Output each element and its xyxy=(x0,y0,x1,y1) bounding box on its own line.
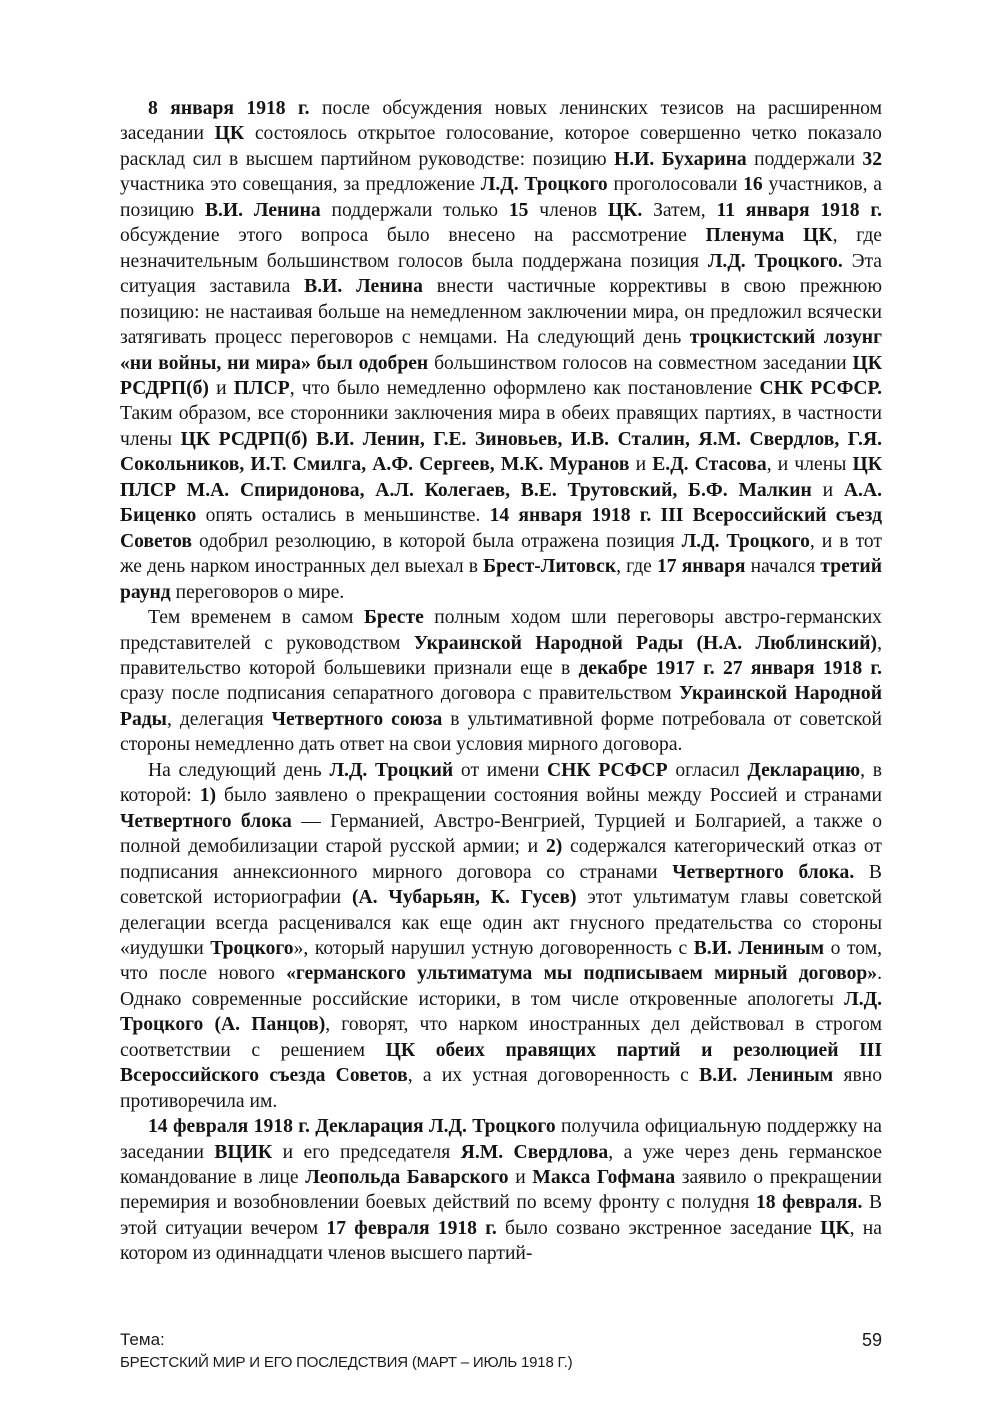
bold-run: троцкистский лозунг «ни войны, ни мира» был одобрен xyxy=(120,327,882,374)
text-run: , и в тот же день нарком иностранных дел выехал в xyxy=(120,530,882,578)
text-run: , где незначительным большинством голосов была поддержана позиция xyxy=(120,225,882,272)
bold-run: 15 xyxy=(508,199,529,221)
text-run: и его председателя xyxy=(272,1141,461,1163)
paragraph-4 xyxy=(120,1114,882,1267)
bold-run: Н.И. Бухарина xyxy=(614,148,747,170)
text-run: , делегация xyxy=(166,708,272,730)
bold-run: 8 января 1918 г. xyxy=(148,98,310,119)
bold-run: Троцкого xyxy=(210,937,294,959)
text-run: , в которой: xyxy=(120,759,882,807)
text-run: этот ультиматум главы советской делегации всегда расценивался как еще один акт гнусного предательства со стороны «иудушки xyxy=(120,887,882,959)
text-run: явно противоречила им. xyxy=(120,1065,883,1112)
text-run: огласил xyxy=(667,759,748,781)
text-run: , а уже через день германское командование в лице xyxy=(120,1141,883,1189)
text-run: содержался категорический отказ от подписания аннексионного мирного договора со странами xyxy=(120,836,882,883)
bold-run: декабре 1917 г. 27 января 1918 г. xyxy=(578,657,882,679)
bold-run: Брест-Литовск xyxy=(483,556,617,578)
text-run: было созвано экстренное заседание xyxy=(496,1217,821,1239)
bold-run: В.И. Ленина xyxy=(304,276,423,298)
bold-run: ЦК ПЛСР М.А. Спиридонова, А.Л. Колегаев, В.Е. Трутовский, Б.Ф. Малкин xyxy=(120,454,882,501)
bold-run: ЦК. xyxy=(607,199,643,221)
bold-run: 16 xyxy=(743,174,763,196)
bold-run: 14 февраля 1918 г. Декларация Л.Д. Троцкого xyxy=(148,1116,556,1138)
bold-run: Л.Д. Троцкого. xyxy=(707,250,843,272)
text-run: Эта ситуация заставила xyxy=(120,250,883,298)
paragraph-2 xyxy=(120,605,882,758)
bold-run: ЦК РСДРП(б) В.И. Ленин, Г.Е. Зиновьев, И.В. Сталин, Я.М. Свердлов, Г.Я. Сокольников, И.Т. Смилга, А.Ф. Сергеев, М.К. Муранов xyxy=(120,428,882,476)
page-body xyxy=(120,96,882,1267)
text-run: и xyxy=(508,1167,533,1189)
bold-run: 1) xyxy=(199,785,217,807)
text-run: — Германией, Австро-Венгрией, Турцией и Болгарией, а также о полной демобилизации старой русской армии; и xyxy=(120,810,882,858)
text-run: состоялось открытое голосование, которое совершенно четко показало расклад сил в высшем партийном руководстве: позицию xyxy=(120,123,882,170)
text-run: после обсуждения новых ленинских тезисов на расширенном заседании xyxy=(120,98,883,145)
bold-run: В.И. Лениным xyxy=(699,1065,834,1087)
bold-run: Л.Д. Троцкого xyxy=(681,530,810,552)
bold-run: (А. Чубарьян, К. Гусев) xyxy=(351,887,577,909)
text-run: и xyxy=(629,454,653,476)
text-run: , говорят, что нарком иностранных дел действовал в строгом соответствии с решением xyxy=(120,1014,882,1061)
bold-run: Я.М. Свердлова xyxy=(460,1141,609,1163)
text-run: Затем, xyxy=(642,199,717,221)
bold-run: Л.Д. Троцкого xyxy=(480,174,608,196)
bold-run: «германского ультиматума мы подписываем мирный договор» xyxy=(286,963,878,985)
page-number: 59 xyxy=(861,1330,882,1350)
bold-run: 11 января 1918 г. xyxy=(716,199,882,221)
bold-run: Л.Д. Троцкого (А. Панцов) xyxy=(120,988,882,1036)
text-run: сразу после подписания сепаратного договора с правительством xyxy=(120,683,680,705)
text-run: », который нарушил устную договоренность с xyxy=(293,937,694,959)
bold-run: Бресте xyxy=(363,607,424,629)
text-run: , на котором из одиннадцати членов высшего партий- xyxy=(120,1217,882,1265)
bold-run: 14 января 1918 г. III Всероссийский съезд Советов xyxy=(120,505,882,552)
bold-run: Е.Д. Стасова xyxy=(652,454,767,476)
bold-run: СНК РСФСР. xyxy=(759,377,882,399)
text-run: , что было немедленно оформлено как постановление xyxy=(289,377,760,399)
bold-run: Декларацию xyxy=(747,759,861,781)
text-run: одобрил резолюцию, в которой была отражена позиция xyxy=(192,530,682,552)
text-run: Таким образом, все сторонники заключения мира в обеих правящих партиях, в частности члены xyxy=(120,403,882,450)
paragraph-3 xyxy=(120,758,882,1114)
text-run: , где xyxy=(616,556,657,578)
text-run: от имени xyxy=(453,759,548,781)
bold-run: ЦК xyxy=(214,123,245,145)
bold-run: ЦК РСДРП(б) xyxy=(120,352,882,399)
text-run: начался xyxy=(745,556,821,578)
text-run: о том, что после нового xyxy=(120,937,883,985)
text-run: проголосовали xyxy=(607,174,744,196)
text-run: Тем временем в самом xyxy=(148,607,364,629)
bold-run: Четвертного союза xyxy=(271,708,443,730)
bold-run: Макса Гофмана xyxy=(532,1167,676,1189)
page-footer xyxy=(120,1328,882,1374)
paragraph-1 xyxy=(120,96,882,605)
bold-run: 18 февраля. xyxy=(755,1192,863,1214)
bold-run: Украинской Народной Рады xyxy=(120,683,882,730)
text-run: участника это совещания, за предложение xyxy=(120,174,481,196)
bold-run: Л.Д. Троцкий xyxy=(329,759,454,781)
bold-run: Леопольда Баварского xyxy=(305,1167,509,1189)
bold-run: ЦК обеих правящих партий и резолюцией III Всероссийского съезда Советов xyxy=(120,1039,883,1087)
bold-run: Украинской Народной Рады (Н.А. Люблинский) xyxy=(413,632,878,654)
bold-run: 17 февраля 1918 г. xyxy=(326,1217,497,1239)
text-run: полным ходом шли переговоры австро-германских представителей с руководством xyxy=(120,607,882,654)
bold-run: В.И. Лениным xyxy=(693,937,825,959)
bold-run: 32 xyxy=(862,148,882,170)
text-run: членов xyxy=(528,199,608,221)
bold-run: Четвертного блока. xyxy=(672,861,855,883)
text-run: было заявлено о прекращении состояния войны между Россией и странами xyxy=(216,785,882,807)
bold-run: В.И. Ленина xyxy=(204,199,321,221)
text-run: опять остались в меньшинстве. xyxy=(196,505,490,527)
footer-topic: БРЕСТСКИЙ МИР И ЕГО ПОСЛЕДСТВИЯ (МАРТ – ИЮЛЬ 1918 Г.) xyxy=(120,1354,573,1371)
bold-run: 2) xyxy=(545,836,563,858)
text-run: поддержали xyxy=(746,148,863,170)
text-run: получила официальную поддержку на заседании xyxy=(120,1116,883,1163)
text-run: и xyxy=(811,479,844,501)
bold-run: Пленума ЦК xyxy=(705,225,833,247)
text-run: и xyxy=(208,377,234,399)
text-run: в ультимативной форме потребовала от советской стороны немедленно дать ответ на свои условия мирного договора. xyxy=(120,708,882,756)
text-run: В этой ситуации вечером xyxy=(120,1192,883,1239)
text-run: . Однако современные российские историки, в том числе откровенные апологеты xyxy=(120,963,882,1010)
text-run: , а их устная договоренность с xyxy=(407,1065,700,1087)
text-run: обсуждение этого вопроса было внесено на рассмотрение xyxy=(120,225,706,247)
bold-run: А.А. Биценко xyxy=(120,479,882,527)
bold-run: 17 января xyxy=(657,556,746,578)
bold-run: ПЛСР xyxy=(233,377,290,399)
text-run: внести частичные коррективы в свою прежнюю позицию: не настаивая больше на немедленном заключении мира, он предложил всячески затягивать процесс переговоров с немцами. На следующий день xyxy=(120,276,882,349)
bold-run: ЦК xyxy=(820,1217,850,1239)
text-run: На следующий день xyxy=(148,759,330,781)
text-run: поддержали только xyxy=(320,199,509,221)
bold-run: СНК РСФСР xyxy=(547,759,668,781)
text-run: , правительство которой большевики признали еще в xyxy=(120,632,882,679)
text-run: , и члены xyxy=(766,454,853,476)
footer-label: Тема: xyxy=(120,1330,165,1349)
bold-run: третий раунд xyxy=(120,556,882,603)
bold-run: ВЦИК xyxy=(214,1141,273,1163)
text-run: переговоров о мире. xyxy=(170,581,345,603)
text-run: большинством голосов на совместном заседании xyxy=(428,352,853,374)
bold-run: Четвертного блока xyxy=(120,810,292,832)
text-run: участников, а позицию xyxy=(120,174,882,221)
text-run: заявило о прекращении перемирия и возобновлении боевых действий по всему фронту с полудня xyxy=(120,1167,882,1214)
text-run: В советской историографии xyxy=(120,861,882,909)
